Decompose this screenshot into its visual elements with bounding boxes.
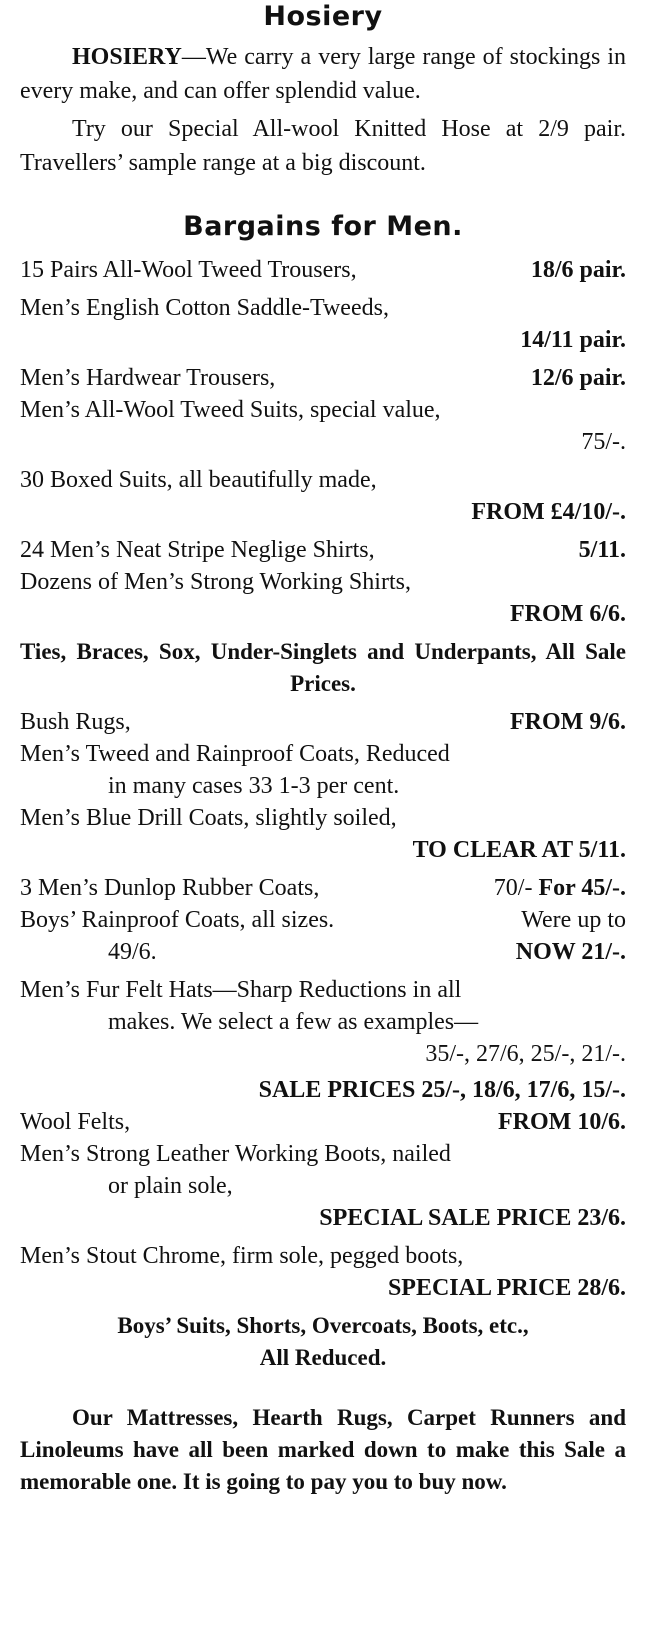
hosiery-p1-text: —We carry a very large range of stockings in every make, and can offer splendid value. bbox=[20, 44, 626, 104]
item-examples: 35/-, 27/6, 25/-, 21/-. bbox=[425, 1041, 626, 1067]
item-price: TO CLEAR AT 5/11. bbox=[412, 837, 626, 863]
item-text: 24 Men’s Neat Stripe Neglige Shirts, bbox=[20, 537, 375, 563]
list-item bbox=[20, 1106, 626, 1138]
hosiery-lead: HOSIERY bbox=[72, 44, 182, 70]
item-text: 30 Boxed Suits, all beautifully made, bbox=[20, 467, 377, 493]
list-item bbox=[20, 566, 626, 630]
item-text: 15 Pairs All-Wool Tweed Trousers, bbox=[20, 257, 357, 283]
hosiery-paragraph-1 bbox=[20, 40, 626, 108]
item-text: Men’s Tweed and Rainproof Coats, Reduced bbox=[20, 741, 450, 767]
item-price: SALE PRICES 25/-, 18/6, 17/6, 15/-. bbox=[258, 1077, 626, 1103]
item-text: Dozens of Men’s Strong Working Shirts, bbox=[20, 569, 411, 595]
list-item bbox=[20, 872, 626, 904]
item-price: For 45/-. bbox=[538, 875, 626, 901]
closing-paragraph: Our Mattresses, Hearth Rugs, Carpet Runners and Linoleums have all been marked down to make this Sale a memorable one. It is going to pay you to buy now. bbox=[20, 1405, 626, 1494]
item-text: Men’s Fur Felt Hats—Sharp Reductions in all bbox=[20, 977, 462, 1003]
item-text: Wool Felts, bbox=[20, 1109, 131, 1135]
item-text: Men’s Blue Drill Coats, slightly soiled, bbox=[20, 805, 397, 831]
item-continuation: 49/6. bbox=[108, 939, 157, 965]
item-text: Men’s Hardwear Trousers, bbox=[20, 365, 276, 391]
list-item bbox=[20, 1138, 626, 1234]
item-text: Bush Rugs, bbox=[20, 709, 131, 735]
item-price: 75/-. bbox=[581, 429, 626, 455]
list-item bbox=[20, 292, 626, 356]
item-text: Men’s Stout Chrome, firm sole, pegged boots, bbox=[20, 1243, 464, 1269]
list-item bbox=[20, 534, 626, 566]
item-price: 12/6 pair. bbox=[530, 365, 626, 391]
item-price: 14/11 pair. bbox=[520, 327, 626, 353]
list-item bbox=[20, 1310, 626, 1374]
list-item bbox=[20, 394, 626, 458]
item-old-price: 70/- bbox=[493, 875, 533, 901]
item-text: Men’s All-Wool Tweed Suits, special value, bbox=[20, 397, 441, 423]
list-item bbox=[20, 974, 626, 1106]
list-item: Ties, Braces, Sox, Under-Singlets and Underpants, All Sale Prices. bbox=[20, 639, 626, 696]
item-text: Boys’ Suits, Shorts, Overcoats, Boots, etc., bbox=[117, 1313, 529, 1338]
item-text: Boys’ Rainproof Coats, all sizes. bbox=[20, 907, 335, 933]
item-price: FROM £4/10/-. bbox=[471, 499, 626, 525]
item-price: FROM 10/6. bbox=[498, 1109, 626, 1135]
hosiery-paragraph-2: Try our Special All-wool Knitted Hose at 2/9 pair. Travellers’ sample range at a big discount. bbox=[20, 116, 626, 176]
item-price: FROM 6/6. bbox=[510, 601, 626, 627]
item-price: SPECIAL PRICE 28/6. bbox=[387, 1275, 626, 1301]
list-item bbox=[20, 254, 626, 286]
item-continuation: in many cases 33 1-3 per cent. bbox=[108, 773, 400, 799]
list-item bbox=[20, 464, 626, 528]
item-text: Men’s Strong Leather Working Boots, nailed bbox=[20, 1141, 451, 1167]
item-text: Men’s English Cotton Saddle-Tweeds, bbox=[20, 295, 389, 321]
list-item bbox=[20, 738, 626, 802]
item-price: 5/11. bbox=[578, 537, 626, 563]
list-item bbox=[20, 904, 626, 968]
list-item bbox=[20, 362, 626, 394]
item-price: 18/6 pair. bbox=[530, 257, 626, 283]
item-continuation: makes. We select a few as examples— bbox=[108, 1009, 479, 1035]
list-item bbox=[20, 1240, 626, 1304]
list-item bbox=[20, 802, 626, 866]
hosiery-heading: Hosiery bbox=[263, 1, 383, 32]
item-price: SPECIAL SALE PRICE 23/6. bbox=[319, 1205, 626, 1231]
bargains-heading: Bargains for Men. bbox=[183, 211, 463, 242]
item-line bbox=[20, 936, 626, 968]
item-price: FROM 9/6. bbox=[510, 709, 626, 735]
list-item bbox=[20, 706, 626, 738]
item-continuation: or plain sole, bbox=[108, 1173, 233, 1199]
item-continuation: All Reduced. bbox=[259, 1345, 387, 1370]
item-price: NOW 21/-. bbox=[515, 939, 626, 965]
item-text: 3 Men’s Dunlop Rubber Coats, bbox=[20, 875, 320, 901]
bargain-list bbox=[20, 254, 626, 1374]
item-note: Were up to bbox=[521, 907, 626, 933]
item-price-group bbox=[494, 872, 626, 904]
item-line bbox=[20, 904, 626, 936]
